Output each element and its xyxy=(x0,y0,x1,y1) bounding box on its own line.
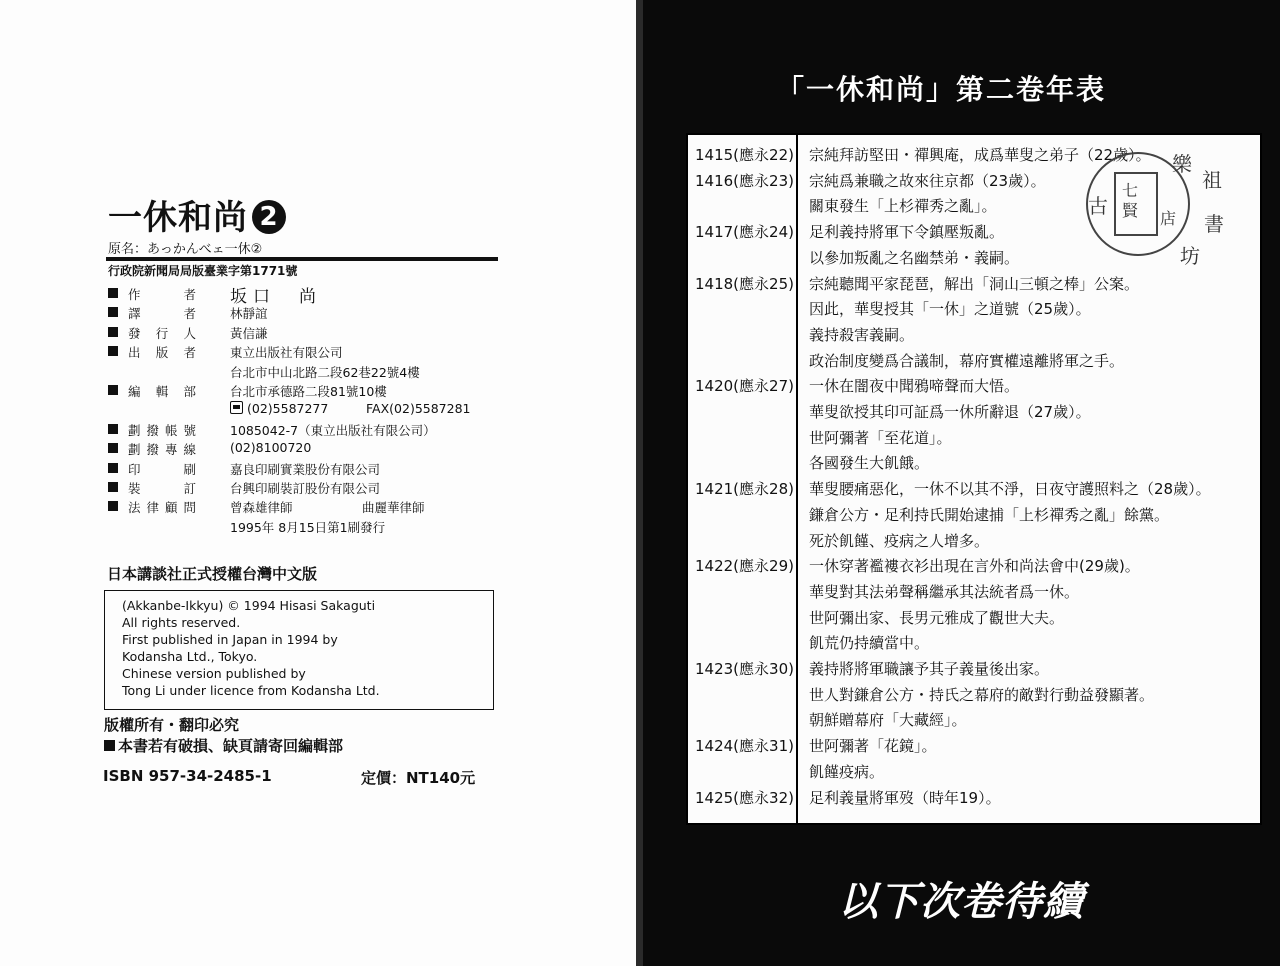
timeline-event: 華叟腰痛惡化，一休不以其不淨，日夜守護照料之（28歲）。 xyxy=(809,480,1211,499)
credit-row xyxy=(108,459,508,478)
isbn: ISBN 957-34-2485-1 xyxy=(103,767,272,785)
copyright-line: (Akkanbe-Ikkyu) © 1994 Hisasi Sakaguti xyxy=(122,598,376,613)
credit-row xyxy=(108,342,508,361)
credit-value-2: 曲麗華律師 xyxy=(362,500,425,516)
timeline-event: 各國發生大飢餓。 xyxy=(809,454,930,473)
credit-row xyxy=(108,478,508,497)
official-edition: 日本講談社正式授權台灣中文版 xyxy=(107,565,318,583)
timeline-event: 世阿彌著「花鏡」。 xyxy=(809,737,937,756)
credit-label: 出 版 者 xyxy=(128,345,196,361)
square-bullet-icon xyxy=(108,501,118,511)
price: 定價：NT140元 xyxy=(361,769,476,787)
timeline-event: 以參加叛亂之名幽禁弟・義嗣。 xyxy=(809,248,1020,267)
credit-row xyxy=(108,517,508,536)
to-be-continued: 以下次卷待續 xyxy=(838,878,1084,925)
damage-notice-text: 本書若有破損、缺頁請寄回編輯部 xyxy=(118,737,344,755)
timeline-event: 關東發生「上杉禪秀之亂」。 xyxy=(809,197,997,216)
library-stamp xyxy=(1080,140,1230,275)
timeline-year: 1423(應永30) xyxy=(695,660,794,678)
credit-label: 發 行 人 xyxy=(128,325,196,341)
square-bullet-icon xyxy=(108,307,118,317)
timeline-event: 一休在闇夜中聞鴉啼聲而大悟。 xyxy=(809,377,1020,396)
stamp-char: 七 xyxy=(1122,181,1139,200)
timeline-event: 宗純爲兼職之故來往京都（23歲）。 xyxy=(809,171,1046,190)
timeline-event: 宗純聽聞平家琵琶，解出「洞山三頓之棒」公案。 xyxy=(809,274,1140,293)
copyright-line: Tong Li under licence from Kodansha Ltd. xyxy=(122,683,380,698)
column-divider xyxy=(796,135,798,823)
copyright-box xyxy=(104,590,494,710)
stamp-char: 樂 xyxy=(1172,152,1192,176)
timeline-year: 1422(應永29) xyxy=(695,557,794,576)
stamp-char: 古 xyxy=(1088,194,1108,218)
timeline-year: 1418(應永25) xyxy=(695,274,794,293)
credit-value: 林靜誼 xyxy=(230,306,268,322)
timeline-event: 因此，華叟授其「一休」之道號（25歲）。 xyxy=(809,300,1091,319)
timeline-event: 飢饉疫病。 xyxy=(809,762,885,781)
timeline-year: 1425(應永32) xyxy=(695,788,794,807)
stamp-char: 祖 xyxy=(1202,168,1222,192)
timeline-event: 一休穿著襤褸衣衫出現在言外和尚法會中(29歲)。 xyxy=(809,557,1140,576)
square-bullet-icon xyxy=(108,463,118,473)
credit-row xyxy=(108,381,508,400)
damage-notice xyxy=(104,735,343,756)
square-bullet-icon xyxy=(108,288,118,298)
credit-value: 台北市中山北路二段62巷22號4樓 xyxy=(230,364,420,380)
book-title xyxy=(108,190,286,239)
timeline-event: 義持將將軍職讓予其子義量後出家。 xyxy=(809,660,1050,678)
timeline-year: 1421(應永28) xyxy=(695,480,794,499)
credit-value: (02)8100720 xyxy=(230,440,312,456)
volume-badge: 2 xyxy=(252,200,286,234)
square-bullet-icon xyxy=(108,482,118,492)
timeline-event: 世人對鎌倉公方・持氏之幕府的敵對行動益發顯著。 xyxy=(809,685,1155,704)
timeline-year: 1424(應永31) xyxy=(695,737,794,756)
square-bullet-icon xyxy=(104,740,115,751)
credit-row xyxy=(108,400,508,419)
timeline-title: 「一休和尚」第二卷年表 xyxy=(776,73,1107,106)
credit-label: 編 輯 部 xyxy=(128,383,196,399)
stamp-char: 賢 xyxy=(1122,201,1139,220)
timeline-event: 死於飢饉、疫病之人增多。 xyxy=(809,531,990,550)
credit-row xyxy=(108,362,508,381)
timeline-event: 義持殺害義嗣。 xyxy=(809,325,915,344)
stamp-char: 店 xyxy=(1160,209,1177,228)
square-bullet-icon xyxy=(108,443,118,453)
credit-row xyxy=(108,439,508,458)
credit-value: 台興印刷裝訂股份有限公司 xyxy=(230,480,381,496)
phone-number: (02)5587277 xyxy=(247,401,329,417)
timeline-event: 飢荒仍持續當中。 xyxy=(809,634,930,653)
credit-value: 1085042-7（東立出版社有限公司） xyxy=(230,422,436,438)
copyright-line: Chinese version published by xyxy=(122,666,306,681)
timeline-event: 足利義量將軍歿（時年19）。 xyxy=(809,788,1001,807)
original-title: 原名：あっかんべェ一休② xyxy=(108,242,263,257)
book-title-text: 一休和尚 xyxy=(108,198,248,238)
divider xyxy=(106,257,498,261)
timeline-event: 鎌倉公方・足利持氏開始逮捕「上杉禪秀之亂」餘黨。 xyxy=(809,505,1170,524)
copyright-line: All rights reserved. xyxy=(122,615,241,630)
credit-value-2: FAX(02)5587281 xyxy=(366,401,471,417)
license-number: 行政院新聞局局版臺業字第1771號 xyxy=(108,264,298,278)
credit-value: 嘉良印刷實業股份有限公司 xyxy=(230,461,381,477)
credit-label: 劃撥帳號 xyxy=(128,422,196,438)
credit-row xyxy=(108,284,508,307)
phone-icon xyxy=(230,401,243,414)
credit-label: 譯 者 xyxy=(128,306,196,322)
square-bullet-icon xyxy=(108,385,118,395)
square-bullet-icon xyxy=(108,424,118,434)
timeline-event: 政治制度變爲合議制，幕府實權遠離將軍之手。 xyxy=(809,351,1125,370)
credit-label: 劃撥專線 xyxy=(128,442,196,458)
credit-label: 法律顧問 xyxy=(128,500,196,516)
credit-label: 作 者 xyxy=(128,287,196,302)
timeline-year: 1420(應永27) xyxy=(695,377,794,396)
credit-row xyxy=(108,323,508,342)
credit-value: 台北市承德路二段81號10樓 xyxy=(230,383,387,399)
stamp-char: 坊 xyxy=(1180,244,1200,268)
timeline-event: 足利義持將軍下令鎮壓叛亂。 xyxy=(809,223,1005,242)
stamp-char: 書 xyxy=(1204,212,1224,236)
timeline-event: 朝鮮贈幕府「大藏經」。 xyxy=(809,711,967,730)
timeline-event: 世阿彌著「至花道」。 xyxy=(809,428,952,447)
timeline-year: 1417(應永24) xyxy=(695,223,794,242)
copyright-line: Kodansha Ltd., Tokyo. xyxy=(122,649,258,664)
credit-label: 印 刷 xyxy=(128,461,196,477)
credit-label: 裝 訂 xyxy=(128,480,196,496)
credit-value: 曾森雄律師 xyxy=(230,500,293,516)
timeline-event: 華叟對其法弟聲稱繼承其法統者爲一休。 xyxy=(809,582,1080,601)
timeline-year: 1415(應永22) xyxy=(695,146,794,164)
timeline-event: 世阿彌出家、長男元雅成了觀世大夫。 xyxy=(809,608,1065,627)
credit-value xyxy=(230,401,328,416)
credit-value: 黃信謙 xyxy=(230,325,268,341)
timeline-year: 1416(應永23) xyxy=(695,171,794,190)
copyright-line: First published in Japan in 1994 by xyxy=(122,632,338,647)
square-bullet-icon xyxy=(108,346,118,356)
credit-row xyxy=(108,497,508,516)
timeline-event: 宗純拜訪堅田・禪興庵，成爲華叟之弟子（22歲）。 xyxy=(809,146,1151,164)
timeline-event: 華叟欲授其印可証爲一休所辭退（27歲）。 xyxy=(809,403,1091,421)
square-bullet-icon xyxy=(108,327,118,337)
credit-row xyxy=(108,420,508,439)
credit-value: 東立出版社有限公司 xyxy=(230,345,343,361)
credit-value: 坂口 尚 xyxy=(230,287,322,307)
credits-list xyxy=(108,284,508,536)
credit-row xyxy=(108,303,508,322)
credit-value: 1995年 8月15日第1刷發行 xyxy=(230,519,386,535)
rights-reserved: 版權所有・翻印必究 xyxy=(104,716,240,734)
